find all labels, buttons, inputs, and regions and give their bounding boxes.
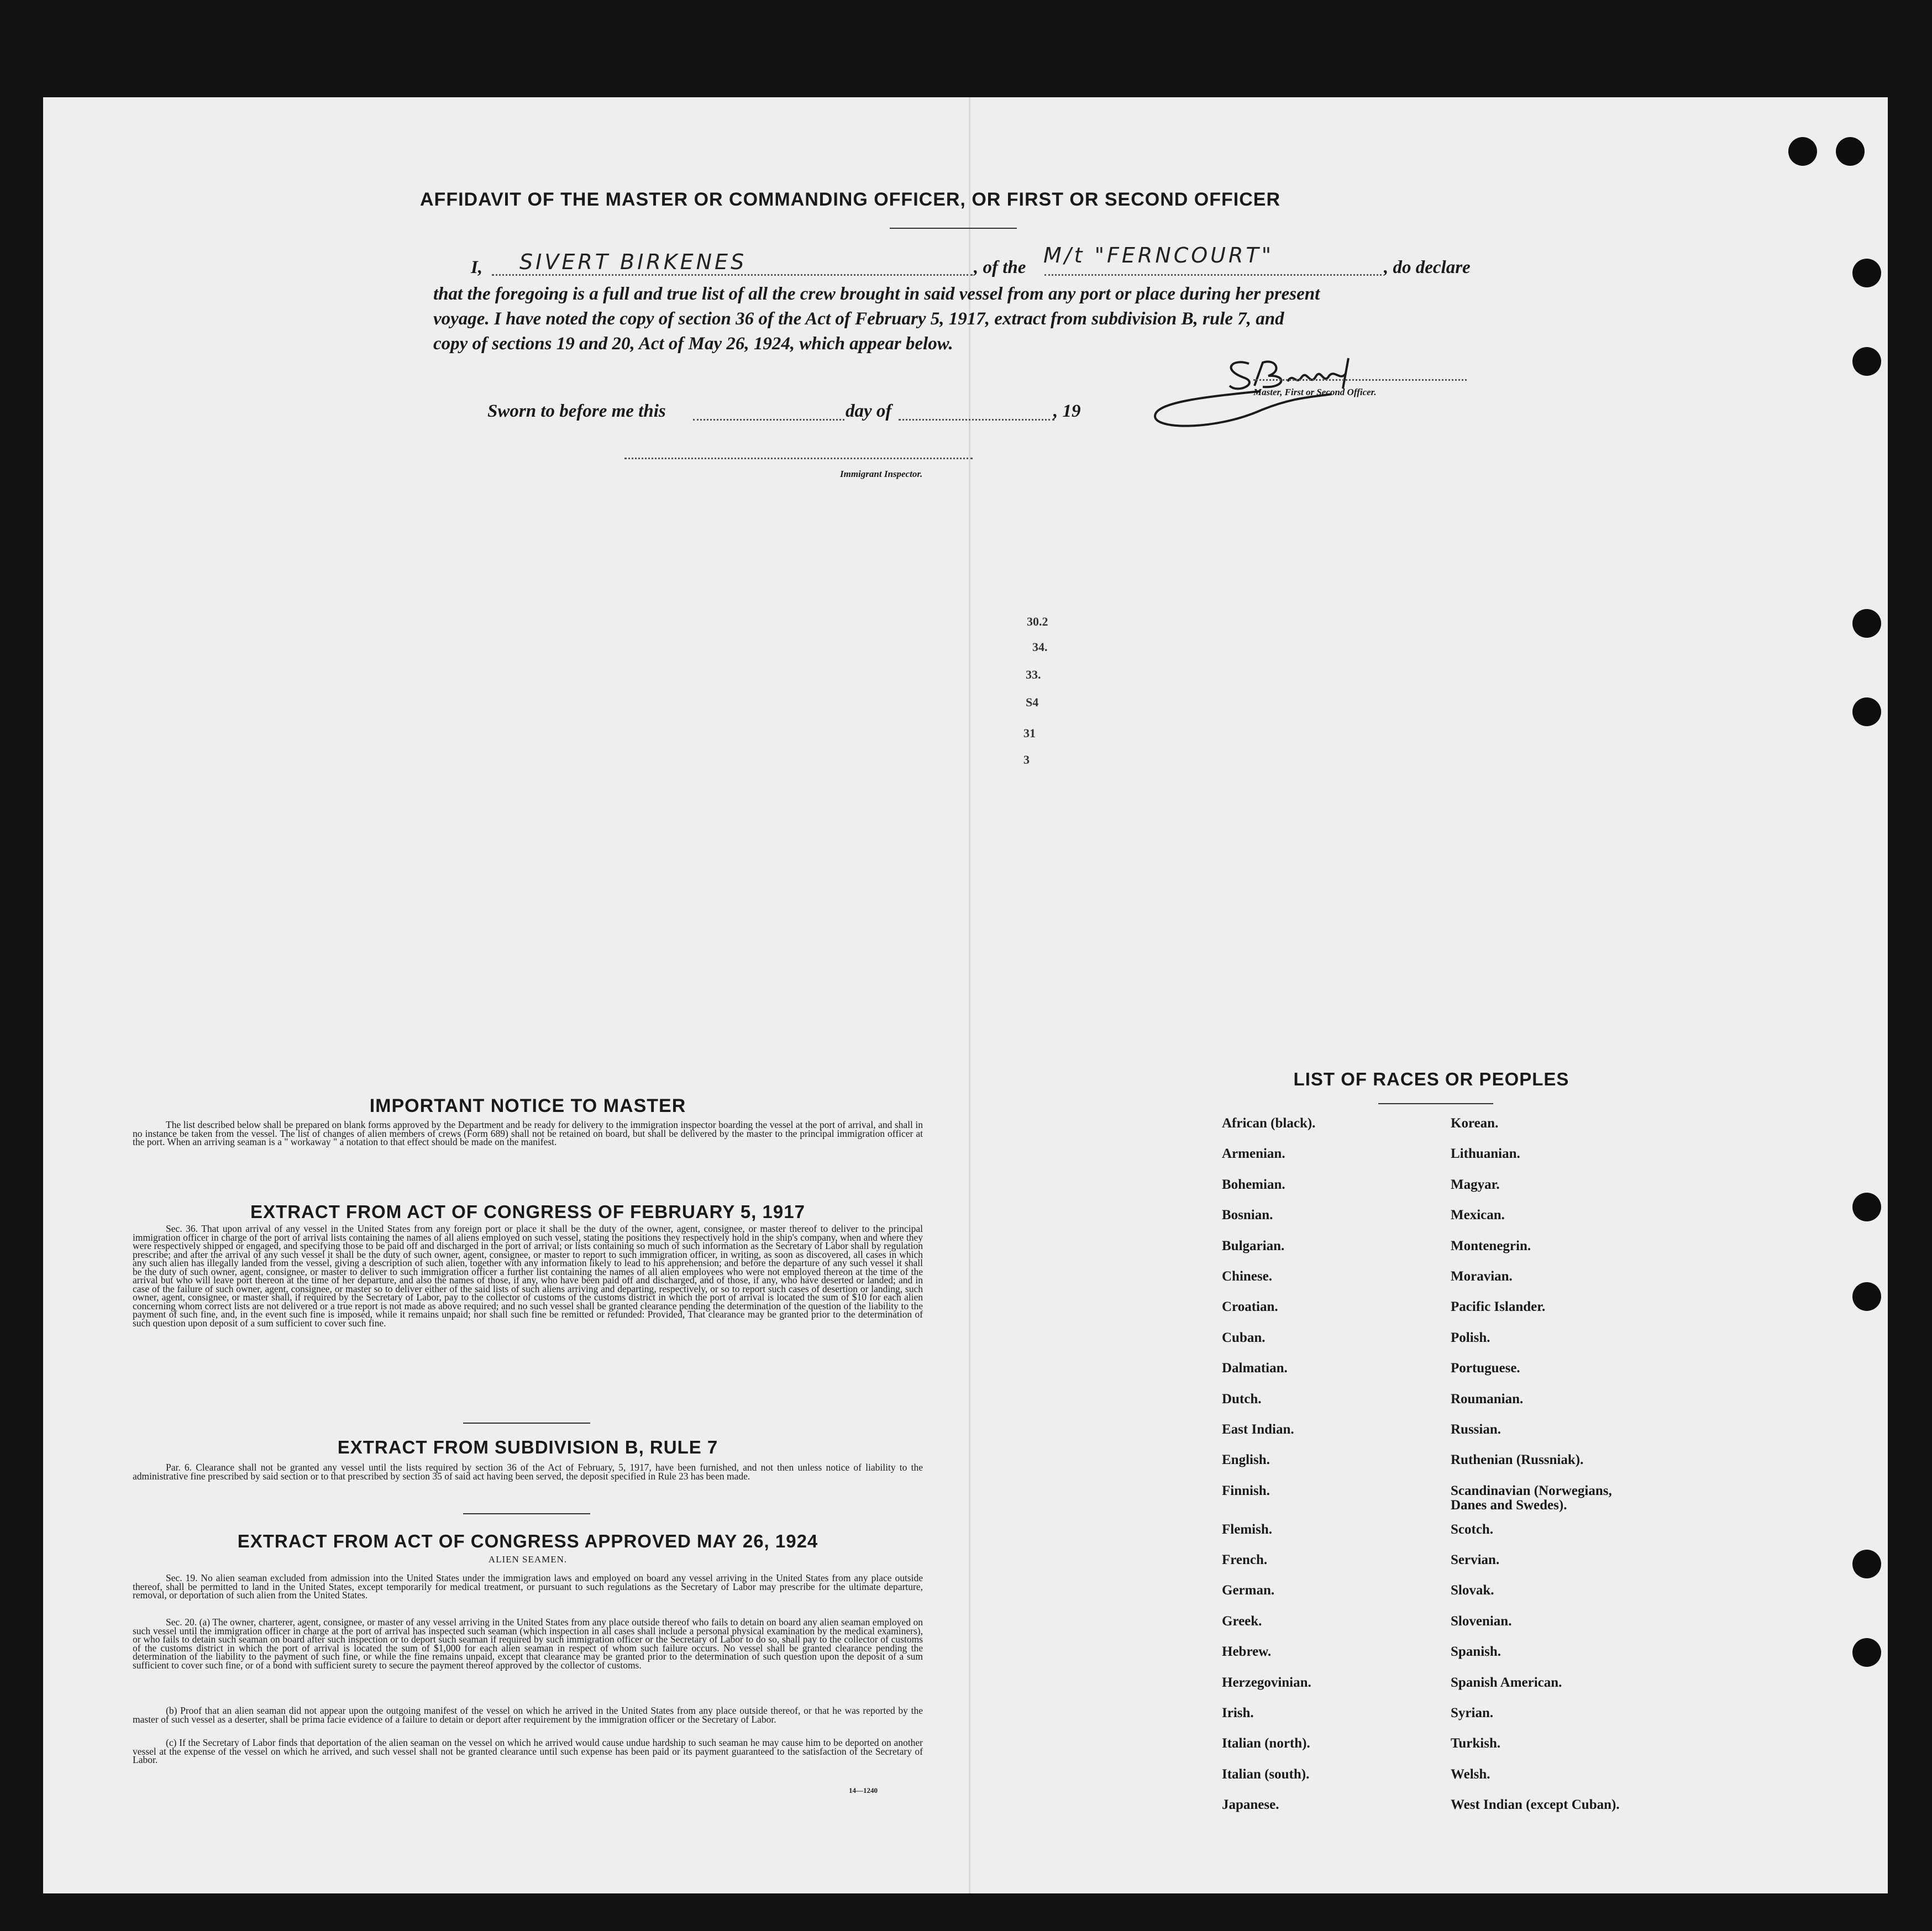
affidavit-title: AFFIDAVIT OF THE MASTER OR COMMANDING OFFICER, OR FIRST OR SECOND OFFICER xyxy=(420,189,1280,210)
sec20a-body: Sec. 20. (a) The owner, charterer, agent, consignee, or master of any vessel arriving in the United States from any place outside thereof who fails to detain on board any alien seaman employed on such vessel until the immigration officer in charge at the port of arrival has inspected such seaman (which inspection in all cases shall include a personal physical examination by the medical examiners), or who fails to detain such seaman on board after such inspection or to deport such seaman if required by such immigration officer or the Secretary of Labor to do so, shall pay to the collector of customs of the customs district in which the port of arrival is located the sum of $1,000 for each alien seaman in respect of whom such failure occurs. No vessel shall be granted clearance pending the determination of the liability to the payment of such fine, or while the fine remains unpaid, except that clearance may be granted prior to the determination of such question upon the deposit of a sum sufficient to cover such fine, or of a bond with sufficient surety to secure the payment thereof approved by the collector of customs. xyxy=(133,1617,923,1671)
race-item: Polish. xyxy=(1451,1330,1490,1345)
vessel-blank xyxy=(1044,274,1382,276)
race-item: Chinese. xyxy=(1222,1268,1272,1284)
race-item: Bosnian. xyxy=(1222,1208,1273,1223)
race-item: Welsh. xyxy=(1451,1766,1490,1782)
race-item: Montenegrin. xyxy=(1451,1238,1531,1253)
binder-hole xyxy=(1788,137,1817,166)
race-item: African (black). xyxy=(1222,1116,1316,1131)
year-prefix: , 19 xyxy=(1053,401,1081,421)
margin-mark: 30.2 xyxy=(1027,615,1048,628)
race-item: West Indian (except Cuban). xyxy=(1451,1797,1620,1813)
binder-hole xyxy=(1852,609,1881,638)
race-item: Dalmatian. xyxy=(1222,1361,1288,1376)
notice-title: IMPORTANT NOTICE TO MASTER xyxy=(369,1095,686,1116)
race-item: Irish. xyxy=(1222,1706,1254,1721)
notice-body: The list described below shall be prepared on blank forms approved by the Department and be ready for delivery to the immigration inspector boarding the vessel at the port of arrival, and shall in no instance be taken from the vessel. The list of changes of alien members of crews (Form 689) shall not be retained on board, but shall be delivered by the master to the principal immigration officer at the port. When an arriving seaman is a " workaway " a notation to that effect should be made on the manifest. xyxy=(133,1119,923,1147)
race-item: Lithuanian. xyxy=(1451,1146,1520,1162)
inspector-caption: Immigrant Inspector. xyxy=(840,469,923,479)
race-item: Russian. xyxy=(1451,1421,1502,1437)
race-item: English. xyxy=(1222,1452,1270,1468)
margin-mark: 34. xyxy=(1032,640,1048,654)
affidavit-line-4: copy of sections 19 and 20, Act of May 26, 1924, which appear below. xyxy=(433,334,953,354)
races-title: LIST OF RACES OR PEOPLES xyxy=(1293,1069,1569,1089)
race-item: Mexican. xyxy=(1451,1208,1505,1223)
race-item: Korean. xyxy=(1451,1116,1499,1131)
race-item: Moravian. xyxy=(1451,1268,1513,1284)
day-of-label: day of xyxy=(846,401,892,421)
race-item: Ruthenian (Russniak). xyxy=(1451,1452,1584,1468)
extract-1917-title: EXTRACT FROM ACT OF CONGRESS OF FEBRUARY 5, 1917 xyxy=(250,1201,805,1222)
races-list xyxy=(1222,1116,1642,1829)
race-item: Italian (north). xyxy=(1222,1736,1310,1751)
race-item: Herzegovinian. xyxy=(1222,1675,1311,1690)
affidavit-line-3: voyage. I have noted the copy of section 36 of the Act of February 5, 1917, extract from subdivision B, rule 7, and xyxy=(433,309,1284,329)
margin-mark: 33. xyxy=(1026,668,1041,681)
title-divider xyxy=(890,228,1017,229)
binder-hole xyxy=(1836,137,1865,166)
race-item: East Indian. xyxy=(1222,1421,1294,1437)
margin-mark: 31 xyxy=(1023,726,1036,740)
race-item: Servian. xyxy=(1451,1552,1500,1568)
race-item: Scandinavian (Norwegians, Danes and Swedes). xyxy=(1451,1483,1612,1513)
vessel-name: M/t "FERNCOURT" xyxy=(1043,243,1274,267)
race-item: Portuguese. xyxy=(1451,1361,1520,1376)
race-item: Italian (south). xyxy=(1222,1766,1310,1782)
race-item: Finnish. xyxy=(1222,1483,1270,1498)
margin-mark: S4 xyxy=(1026,695,1039,709)
race-item: Spanish American. xyxy=(1451,1675,1562,1690)
race-item: German. xyxy=(1222,1583,1275,1598)
binder-hole xyxy=(1852,259,1881,287)
binder-hole xyxy=(1852,1638,1881,1667)
binder-hole xyxy=(1852,347,1881,376)
race-item: Greek. xyxy=(1222,1613,1262,1629)
signature-caption: Master, First or Second Officer. xyxy=(1253,387,1377,397)
form-number: 14—1240 xyxy=(849,1786,878,1794)
race-item: Bohemian. xyxy=(1222,1177,1285,1192)
extract-1924-title: EXTRACT FROM ACT OF CONGRESS APPROVED MAY 26, 1924 xyxy=(237,1531,818,1551)
extract-1917-body: Sec. 36. That upon arrival of any vessel in the United States from any foreign port or place it shall be the duty of the owner, agent, consignee, or master thereof to deliver to the principal immigration officer in charge of the port of arrival lists containing the names of all aliens employed on such vessel, stating the positions they respectively hold in the ship's company, when and where they were respectively shipped or engaged, and specifying those to be paid off and discharged in the port of arrival; or lists containing so much of such information as the Secretary of Labor shall by regulation prescribe; and after the arrival of any such vessel it shall be the duty of such owner, agent, consignee, or master to report to such immigration officer, in writing, as soon as discovered, all cases in which any such alien has illegally landed from the vessel, giving a description of such alien, together with any information likely to lead to his apprehension; and before the departure of any such vessel it shall be the duty of such owner, agent, consignee, or master to deliver to such immigration officer a further list containing the names of all alien employees who were not employed thereon at the time of the arrival but who will leave port thereon at the time of her departure, and also the names of those, if any, who have been paid off and discharged, and of those, if any, who have deserted or landed; and in case of the failure of such owner, agent, consignee, or master so to deliver either of the said lists of such aliens arriving and departing, respectively, or so to report such cases of desertion or landing, such owner, agent, consignee, or master shall, if required by the Secretary of Labor, pay to the collector of customs of the customs district in which the port of arrival is located the sum of $10 for each alien concerning whom correct lists are not delivered or a true report is not made as above required; and no such vessel shall be granted clearance pending the determination of the question of the liability to the payment of such fine, and, in the event such fine is imposed, while it remains unpaid; nor shall such fine be remitted or refunded: Provided, That clearance may be granted prior to the determination of such question upon deposit of a sum sufficient to cover such fine. xyxy=(133,1223,923,1329)
race-item: Roumanian. xyxy=(1451,1391,1524,1407)
race-item: Japanese. xyxy=(1222,1797,1279,1813)
binder-hole xyxy=(1852,1193,1881,1221)
race-item: Slovak. xyxy=(1451,1583,1494,1598)
race-item: Scotch. xyxy=(1451,1521,1494,1537)
sec19-body: Sec. 19. No alien seaman excluded from admission into the United States under the immigration laws and employed on board any vessel arriving in the United States from any place outside thereof, shall be permitted to land in the United States, except temporarily for medical treatment, or pursuant to such regulations as the Secretary of Labor may prescribe for the ultimate departure, removal, or deportation of such alien from the United States. xyxy=(133,1572,923,1601)
page-fold xyxy=(969,97,970,1893)
inspector-signature-line xyxy=(624,458,973,459)
declarant-prefix: I, xyxy=(471,258,483,277)
race-item: Bulgarian. xyxy=(1222,1238,1285,1253)
race-item: Spanish. xyxy=(1451,1644,1502,1660)
signature-line xyxy=(1253,379,1467,381)
race-item: Hebrew. xyxy=(1222,1644,1272,1660)
sec20b-body: (b) Proof that an alien seaman did not appear upon the outgoing manifest of the vessel on which he arrived in the United States from any place outside thereof, or that he was reported by the master of such vessel as a deserter, shall be prima facie evidence of a failure to detain or deport after requirement by the immigration officer or the Secretary of Labor. xyxy=(133,1705,923,1725)
section-divider xyxy=(463,1423,590,1424)
race-item: Slovenian. xyxy=(1451,1613,1512,1629)
race-item: Croatian. xyxy=(1222,1299,1278,1315)
binder-hole xyxy=(1852,697,1881,726)
sworn-text: Sworn to before me this xyxy=(487,401,666,421)
race-item: Armenian. xyxy=(1222,1146,1285,1162)
affidavit-line-2: that the foregoing is a full and true list of all the crew brought in said vessel from any port or place during her present xyxy=(433,284,1320,304)
section-divider xyxy=(463,1513,590,1514)
extract-1924-subtitle: ALIEN SEAMEN. xyxy=(488,1554,568,1565)
race-item: Magyar. xyxy=(1451,1177,1500,1192)
extract-rule7-body: Par. 6. Clearance shall not be granted any vessel until the lists required by section 36 of the Act of February, 5, 1917, have been furnished, and not then unless notice of liability to the administrative fine prescribed by said section or to that prescribed by section 35 of said act having been served, the deposit specified in Rule 23 has been made. xyxy=(133,1462,923,1482)
race-item: Flemish. xyxy=(1222,1521,1272,1537)
race-item: Syrian. xyxy=(1451,1706,1494,1721)
of-the-label: , of the xyxy=(974,258,1026,277)
declarant-name: SIVERT BIRKENES xyxy=(519,250,747,274)
race-item: Turkish. xyxy=(1451,1736,1501,1751)
extract-rule7-title: EXTRACT FROM SUBDIVISION B, RULE 7 xyxy=(337,1437,718,1457)
margin-mark: 3 xyxy=(1023,753,1030,767)
races-title-divider xyxy=(1378,1103,1493,1104)
race-item: Dutch. xyxy=(1222,1391,1262,1407)
binder-hole xyxy=(1852,1550,1881,1578)
race-item: Cuban. xyxy=(1222,1330,1266,1345)
sworn-month-blank xyxy=(899,419,1054,421)
binder-hole xyxy=(1852,1282,1881,1311)
race-item: French. xyxy=(1222,1552,1268,1568)
sworn-day-blank xyxy=(693,419,844,421)
sec20c-body: (c) If the Secretary of Labor finds that deportation of the alien seaman on the vessel on which he arrived would cause undue hardship to such seaman he may cause him to be deported on another vessel at the expense of the vessel on which he arrived, and such vessel shall not be granted clearance until such expense has been paid or its payment guaranteed to the satisfaction of the Secretary of Labor. xyxy=(133,1737,923,1765)
do-declare-label: , do declare xyxy=(1384,258,1471,277)
name-blank xyxy=(492,274,973,276)
race-item: Pacific Islander. xyxy=(1451,1299,1546,1315)
